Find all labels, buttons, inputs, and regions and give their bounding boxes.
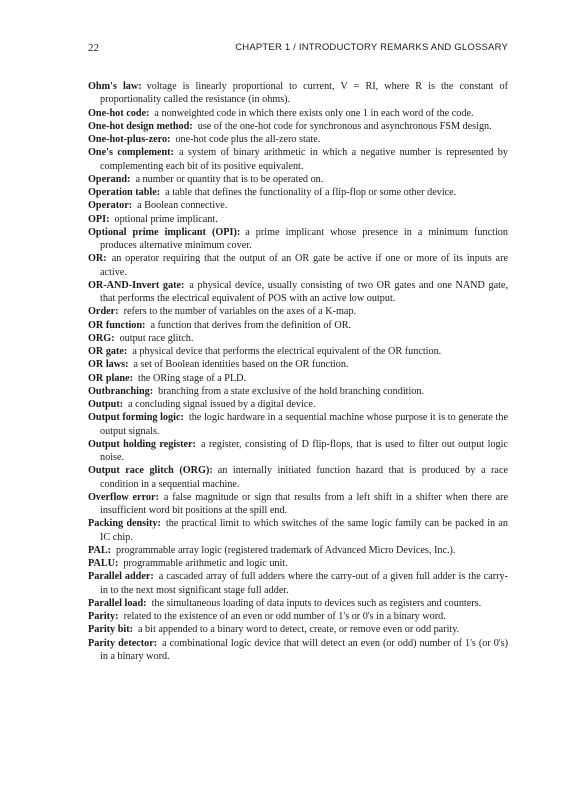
glossary-definition: related to the existence of an even or odd number of 1's or 0's in a binary word. (123, 611, 446, 622)
glossary-term: One-hot-plus-zero: (88, 134, 171, 145)
glossary-entry (88, 491, 508, 518)
glossary-definition: a bit appended to a binary word to detect, create, or remove even or odd parity. (137, 624, 460, 636)
glossary-term: Operator: (88, 200, 133, 212)
glossary-definition: programmable arithmetic and logic unit. (123, 558, 288, 569)
glossary-list (88, 80, 508, 663)
glossary-term: Overflow error: (88, 491, 159, 503)
glossary-term: Output: (88, 399, 124, 410)
glossary-term: Optional prime implicant (OPI): (88, 226, 241, 238)
glossary-definition: an internally initiated function hazard that is produced by a race condition in a sequential machine. (100, 465, 508, 490)
glossary-term: Packing density: (88, 518, 161, 530)
glossary-term: PAL: (88, 544, 112, 556)
glossary-entry (88, 319, 508, 332)
page-header (88, 40, 508, 56)
glossary-definition: programmable array logic (registered trademark of Advanced Micro Devices, Inc.). (116, 544, 456, 556)
glossary-term: Parallel adder: (88, 571, 154, 583)
glossary-definition: a physical device, usually consisting of two OR gates and one NAND gate, that performs the electrical equivalent of POS with an active low output. (100, 279, 509, 304)
glossary-definition: voltage is linearly proportional to current, V = RI, where R is the constant of proportionality called the resistance (in ohms). (100, 81, 509, 106)
glossary-term: One-hot code: (88, 107, 150, 119)
glossary-entry (88, 252, 508, 279)
glossary-entry (88, 372, 508, 385)
glossary-term: Parity bit: (88, 624, 133, 636)
glossary-term: OR laws: (88, 359, 129, 371)
running-head: CHAPTER 1 / INTRODUCTORY REMARKS AND GLOSSARY (235, 42, 508, 53)
glossary-entry (88, 637, 508, 664)
glossary-term: One-hot design method: (88, 120, 193, 132)
glossary-entry (88, 186, 508, 199)
glossary-definition: a register, consisting of D flip-flops, that is used to filter out output logic noise. (100, 438, 508, 463)
glossary-entry (88, 133, 508, 146)
glossary-term: OR gate: (88, 346, 128, 357)
glossary-entry (88, 597, 508, 610)
glossary-definition: a number or quantity that is to be operated on. (135, 173, 324, 185)
glossary-entry (88, 557, 508, 570)
glossary-entry (88, 305, 508, 318)
glossary-entry (88, 358, 508, 371)
glossary-term: Outbranching: (88, 385, 154, 397)
glossary-definition: a false magnitude or sign that results from a left shift in a shifter when there are insufficient word bit positions at the spill end. (100, 491, 508, 516)
glossary-definition: a nonweighted code in which there exists only one 1 in each word of the code. (154, 107, 474, 119)
glossary-entry (88, 438, 508, 465)
glossary-entry (88, 199, 508, 212)
glossary-definition: a physical device that performs the electrical equivalent of the OR function. (132, 346, 442, 357)
glossary-definition: a cascaded array of full adders where the carry-out of a given full adder is the carry-in to the next most significant stage full adder. (100, 571, 509, 596)
glossary-term: Output forming logic: (88, 412, 184, 424)
glossary-definition: a Boolean connective. (137, 200, 228, 212)
glossary-definition: the ORing stage of a PLD. (138, 372, 247, 384)
glossary-term: ORG: (88, 332, 115, 344)
glossary-term: Operation table: (88, 187, 161, 198)
glossary-definition: a table that defines the functionality of a flip-flop or some other device. (165, 187, 457, 198)
glossary-term: OR: (88, 253, 107, 265)
glossary-definition: output race glitch. (119, 332, 194, 344)
glossary-definition: refers to the number of variables on the axes of a K-map. (123, 306, 357, 318)
glossary-term: OR function: (88, 319, 146, 331)
glossary-definition: a prime implicant whose presence in a minimum function produces alternative minimum cover. (100, 226, 508, 251)
glossary-entry (88, 570, 508, 597)
glossary-entry (88, 610, 508, 623)
glossary-definition: the logic hardware in a sequential machine whose purpose it is to generate the output signals. (100, 412, 508, 437)
glossary-definition: the simultaneous loading of data inputs to devices such as registers and counters. (151, 597, 482, 609)
glossary-term: PALU: (88, 558, 119, 569)
glossary-definition: the practical limit to which switches of the same logic family can be packed in an IC chip. (100, 518, 508, 543)
glossary-entry (88, 120, 508, 133)
glossary-term: Output race glitch (ORG): (88, 465, 213, 477)
glossary-term: OR plane: (88, 372, 133, 384)
glossary-entry (88, 464, 508, 491)
page-number: 22 (88, 42, 99, 54)
glossary-entry (88, 226, 508, 253)
glossary-definition: a concluding signal issued by a digital device. (128, 399, 316, 410)
glossary-entry (88, 517, 508, 544)
glossary-term: Parity: (88, 611, 119, 622)
glossary-definition: optional prime implicant. (114, 213, 218, 225)
glossary-definition: one-hot code plus the all-zero state. (175, 134, 321, 145)
glossary-entry (88, 411, 508, 438)
glossary-definition: an operator requiring that the output of an OR gate be active if one or more of its inputs are active. (100, 253, 508, 278)
glossary-definition: a set of Boolean identities based on the OR function. (133, 359, 349, 371)
glossary-entry (88, 146, 508, 173)
glossary-entry (88, 213, 508, 226)
glossary-entry (88, 544, 508, 557)
glossary-entry (88, 398, 508, 411)
glossary-entry (88, 173, 508, 186)
glossary-entry (88, 80, 508, 107)
glossary-term: OPI: (88, 213, 110, 225)
glossary-entry (88, 623, 508, 636)
glossary-entry (88, 385, 508, 398)
glossary-term: Parallel load: (88, 597, 147, 609)
glossary-definition: use of the one-hot code for synchronous and asynchronous FSM design. (197, 120, 492, 132)
glossary-term: Ohm's law: (88, 81, 142, 92)
glossary-term: Operand: (88, 173, 131, 185)
glossary-term: OR-AND-Invert gate: (88, 279, 185, 291)
glossary-definition: a system of binary arithmetic in which a negative number is represented by complementing each bit of its positive equivalent. (100, 147, 508, 172)
glossary-definition: branching from a state exclusive of the hold branching condition. (158, 385, 425, 397)
glossary-entry (88, 107, 508, 120)
glossary-entry (88, 332, 508, 345)
glossary-entry (88, 345, 508, 358)
glossary-term: Output holding register: (88, 438, 196, 450)
glossary-term: Parity detector: (88, 637, 158, 649)
glossary-entry (88, 279, 508, 306)
glossary-definition: a combinational logic device that will detect an even (or odd) number of 1's (or 0's) in a binary word. (100, 637, 508, 662)
glossary-definition: a function that derives from the definition of OR. (150, 319, 352, 331)
glossary-term: One's complement: (88, 147, 174, 159)
glossary-term: Order: (88, 306, 119, 318)
